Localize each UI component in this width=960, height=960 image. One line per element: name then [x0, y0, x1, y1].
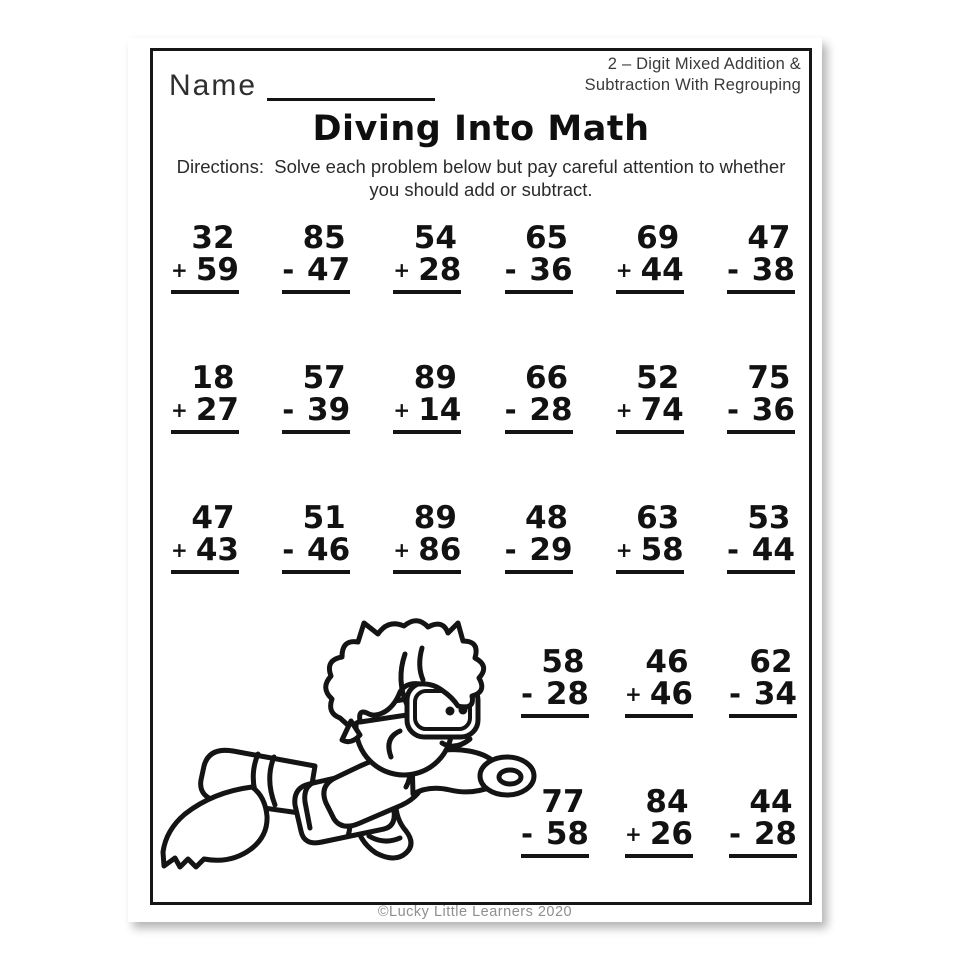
- top-operand: 32: [191, 220, 235, 256]
- bottom-operand-row: [393, 254, 461, 287]
- bottom-operand-row: [171, 534, 239, 567]
- bottom-operand-row: [393, 394, 461, 427]
- bottom-operand-row: [171, 394, 239, 427]
- answer-line: [282, 290, 350, 294]
- math-problem: [726, 500, 795, 574]
- bottom-operand: 46: [307, 532, 351, 568]
- answer-line: [727, 570, 795, 574]
- bottom-operand-row: [727, 394, 795, 427]
- top-operand: 89: [413, 360, 457, 396]
- plus-operator: +: [615, 538, 633, 562]
- bottom-operand-row: [729, 818, 797, 851]
- top-operand: 48: [524, 500, 569, 536]
- minus-operator: -: [282, 533, 295, 567]
- top-operand: 47: [191, 500, 235, 536]
- math-problem: [393, 220, 462, 294]
- answer-line: [625, 854, 693, 858]
- minus-operator: -: [521, 817, 534, 851]
- bottom-operand-row: [729, 678, 797, 711]
- math-problem: [729, 644, 797, 718]
- bottom-operand-row: [171, 254, 239, 287]
- plus-operator: +: [625, 682, 642, 706]
- math-problem: [615, 220, 684, 294]
- bottom-operand-row: [505, 394, 573, 427]
- problem-row-5: [521, 784, 797, 858]
- bottom-operand-row: [616, 254, 684, 287]
- plus-operator: +: [625, 822, 642, 846]
- worksheet-page: [128, 38, 822, 922]
- top-operand: 85: [302, 220, 346, 256]
- top-operand: 89: [413, 500, 457, 536]
- math-problem: [615, 500, 684, 574]
- directions-line1: Directions: Solve each problem below but pay careful attention to whether: [176, 156, 786, 177]
- answer-line: [729, 714, 797, 718]
- answer-line: [171, 570, 239, 574]
- bottom-operand-row: [616, 534, 684, 567]
- minus-operator: -: [726, 253, 739, 287]
- minus-operator: -: [729, 677, 742, 711]
- minus-operator: -: [282, 253, 295, 287]
- top-operand: 18: [191, 360, 235, 396]
- bottom-operand: 28: [529, 392, 573, 428]
- math-problem: [393, 360, 462, 434]
- minus-operator: -: [726, 533, 739, 567]
- plus-operator: +: [171, 538, 188, 562]
- top-operand: 62: [749, 644, 793, 680]
- top-operand: 63: [636, 500, 680, 536]
- answer-line: [393, 290, 461, 294]
- plus-operator: +: [615, 258, 633, 282]
- bottom-operand: 74: [640, 392, 684, 428]
- answer-line: [729, 854, 797, 858]
- top-operand: 46: [645, 644, 689, 680]
- bottom-operand: 29: [529, 532, 573, 568]
- top-operand: 54: [413, 220, 457, 256]
- bottom-operand: 38: [751, 252, 795, 288]
- plus-operator: +: [393, 398, 411, 422]
- math-problem: [171, 500, 239, 574]
- minus-operator: -: [504, 253, 517, 287]
- bottom-operand: 44: [751, 532, 795, 568]
- top-operand: 75: [747, 360, 791, 396]
- answer-line: [616, 290, 684, 294]
- math-problem: [726, 360, 795, 434]
- bottom-operand: 14: [418, 392, 462, 428]
- name-label: Name: [169, 69, 258, 102]
- problem-row-2: [171, 360, 795, 434]
- math-problem: [504, 500, 573, 574]
- answer-line: [393, 570, 461, 574]
- answer-line: [393, 430, 461, 434]
- math-problem: [615, 360, 684, 434]
- math-problem: [504, 220, 573, 294]
- answer-line: [171, 290, 239, 294]
- top-operand: 65: [524, 220, 569, 256]
- math-problem: [171, 360, 239, 434]
- bottom-operand: 46: [649, 676, 693, 712]
- directions-line2: you should add or subtract.: [369, 179, 593, 200]
- math-problem: [393, 500, 462, 574]
- diver-illustration: [155, 613, 555, 885]
- bottom-operand: 58: [640, 532, 684, 568]
- bottom-operand: 28: [545, 676, 589, 712]
- bottom-operand-row: [282, 254, 350, 287]
- math-problem: [625, 784, 693, 858]
- footer-credit: ©Lucky Little Learners 2020: [377, 904, 573, 920]
- bottom-operand: 36: [751, 392, 795, 428]
- worksheet-topic-line2: Subtraction With Regrouping: [584, 76, 801, 94]
- bottom-operand-row: [727, 254, 795, 287]
- math-problem: [282, 360, 351, 434]
- plus-operator: +: [171, 398, 188, 422]
- bottom-operand: 59: [195, 252, 239, 288]
- bottom-operand-row: [282, 534, 350, 567]
- bottom-operand: 28: [753, 816, 797, 852]
- top-operand: 84: [645, 784, 689, 820]
- math-problem: [504, 360, 573, 434]
- minus-operator: -: [729, 817, 742, 851]
- bottom-operand: 58: [545, 816, 589, 852]
- answer-line: [171, 430, 239, 434]
- answer-line: [727, 430, 795, 434]
- bottom-operand: 26: [649, 816, 693, 852]
- bottom-operand: 27: [195, 392, 239, 428]
- math-problem: [625, 644, 693, 718]
- bottom-operand-row: [625, 678, 693, 711]
- bottom-operand: 36: [529, 252, 573, 288]
- plus-operator: +: [393, 258, 411, 282]
- top-operand: 69: [636, 220, 680, 256]
- bottom-operand: 43: [195, 532, 239, 568]
- minus-operator: -: [726, 393, 739, 427]
- diver-flipper: [163, 787, 267, 867]
- answer-line: [282, 430, 350, 434]
- bottom-operand-row: [727, 534, 795, 567]
- top-operand: 58: [541, 644, 585, 680]
- top-operand: 47: [747, 220, 791, 256]
- math-problem: [282, 220, 351, 294]
- top-operand: 57: [302, 360, 346, 396]
- top-operand: 77: [541, 784, 585, 820]
- top-operand: 52: [636, 360, 680, 396]
- bottom-operand-row: [282, 394, 350, 427]
- answer-line: [505, 290, 573, 294]
- bottom-operand-row: [505, 534, 573, 567]
- bottom-operand: 28: [418, 252, 462, 288]
- answer-line: [282, 570, 350, 574]
- answer-line: [616, 570, 684, 574]
- math-problem: [726, 220, 795, 294]
- minus-operator: -: [504, 533, 517, 567]
- plus-operator: +: [393, 538, 411, 562]
- problem-row-3: [171, 500, 795, 574]
- top-operand: 44: [749, 784, 793, 820]
- math-problem: [171, 220, 239, 294]
- worksheet-title: Diving Into Math: [312, 109, 650, 149]
- bottom-operand: 39: [307, 392, 351, 428]
- minus-operator: -: [521, 677, 534, 711]
- top-operand: 53: [747, 500, 791, 536]
- plus-operator: +: [615, 398, 633, 422]
- bottom-operand: 34: [753, 676, 797, 712]
- bottom-operand-row: [616, 394, 684, 427]
- problem-row-4: [521, 644, 797, 718]
- worksheet-border: [150, 48, 812, 905]
- plus-operator: +: [171, 258, 188, 282]
- bottom-operand: 86: [418, 532, 462, 568]
- minus-operator: -: [504, 393, 517, 427]
- minus-operator: -: [282, 393, 295, 427]
- bottom-operand-row: [625, 818, 693, 851]
- top-operand: 66: [524, 360, 569, 396]
- worksheet-topic-line1: 2 – Digit Mixed Addition &: [607, 55, 801, 73]
- answer-line: [625, 714, 693, 718]
- bottom-operand-row: [393, 534, 461, 567]
- math-problem: [282, 500, 351, 574]
- bottom-operand: 44: [640, 252, 684, 288]
- top-operand: 51: [302, 500, 346, 536]
- math-problem: [729, 784, 797, 858]
- bottom-operand-row: [505, 254, 573, 287]
- answer-line: [505, 570, 573, 574]
- bottom-operand: 47: [307, 252, 351, 288]
- answer-line: [616, 430, 684, 434]
- answer-line: [505, 430, 573, 434]
- answer-line: [727, 290, 795, 294]
- problem-row-1: [171, 220, 795, 294]
